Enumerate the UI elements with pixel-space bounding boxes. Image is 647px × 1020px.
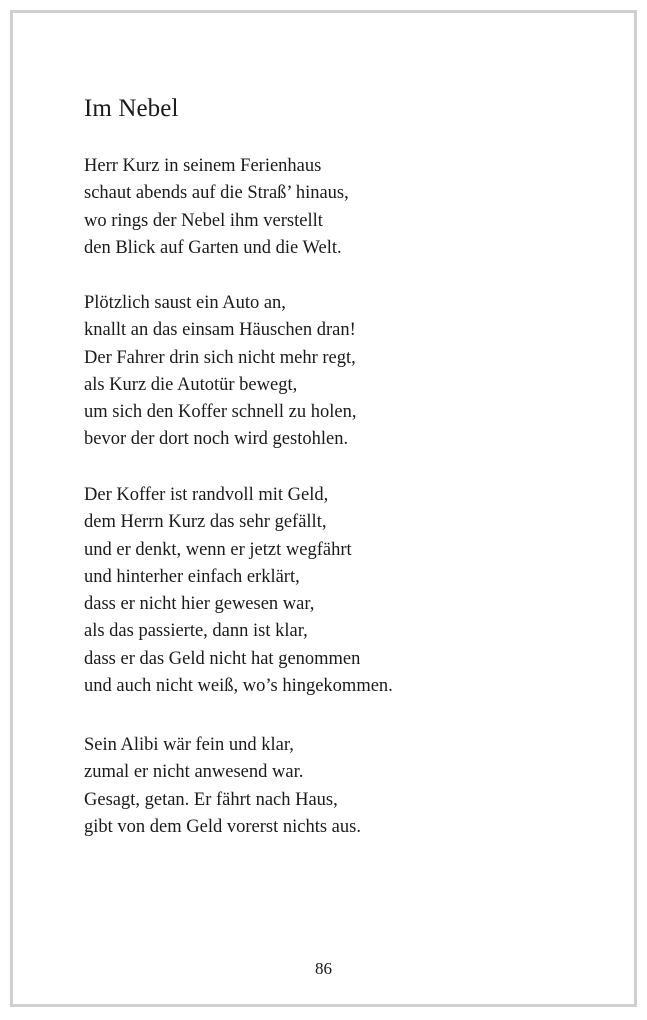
verse-line: bevor der dort noch wird gestohlen. [84, 429, 349, 450]
stanza-1 [84, 153, 349, 262]
verse-line: als Kurz die Autotür bewegt, [84, 374, 298, 395]
verse-line: Plötzlich saust ein Auto an, [84, 293, 286, 313]
poem-title: Im Nebel [84, 95, 179, 122]
verse-line: zumal er nicht anwesend war. [84, 762, 304, 783]
verse-line: und auch nicht weiß, wo’s hingekommen. [84, 676, 393, 697]
stanza-2 [84, 290, 356, 454]
verse-line: und hinterher einfach erklärt, [84, 566, 300, 587]
verse-line: dass er nicht hier gewesen war, [84, 594, 315, 615]
stanza-4 [84, 732, 361, 841]
verse-line: schaut abends auf die Straß’ hinaus, [84, 183, 349, 204]
verse-line: knallt an das einsam Häuschen dran! [84, 320, 356, 341]
verse-line: Der Fahrer drin sich nicht mehr regt, [84, 347, 356, 368]
verse-line: dass er das Geld nicht hat genommen [84, 648, 361, 669]
verse-line: um sich den Koffer schnell zu holen, [84, 402, 357, 423]
verse-line: und er denkt, wenn er jetzt wegfährt [84, 539, 352, 560]
verse-line: wo rings der Nebel ihm verstellt [84, 210, 323, 231]
stanza-3 [84, 482, 393, 700]
page-number: 86 [315, 959, 332, 978]
verse-line: Der Koffer ist randvoll mit Geld, [84, 485, 329, 505]
verse-line: als das passierte, dann ist klar, [84, 621, 308, 642]
verse-line: dem Herrn Kurz das sehr gefällt, [84, 512, 327, 533]
verse-line: Herr Kurz in seinem Ferienhaus [84, 156, 322, 176]
verse-line: den Blick auf Garten und die Welt. [84, 237, 342, 258]
verse-line: Sein Alibi wär fein und klar, [84, 735, 294, 755]
verse-line: gibt von dem Geld vorerst nichts aus. [84, 816, 361, 837]
verse-line: Gesagt, getan. Er fährt nach Haus, [84, 789, 338, 810]
